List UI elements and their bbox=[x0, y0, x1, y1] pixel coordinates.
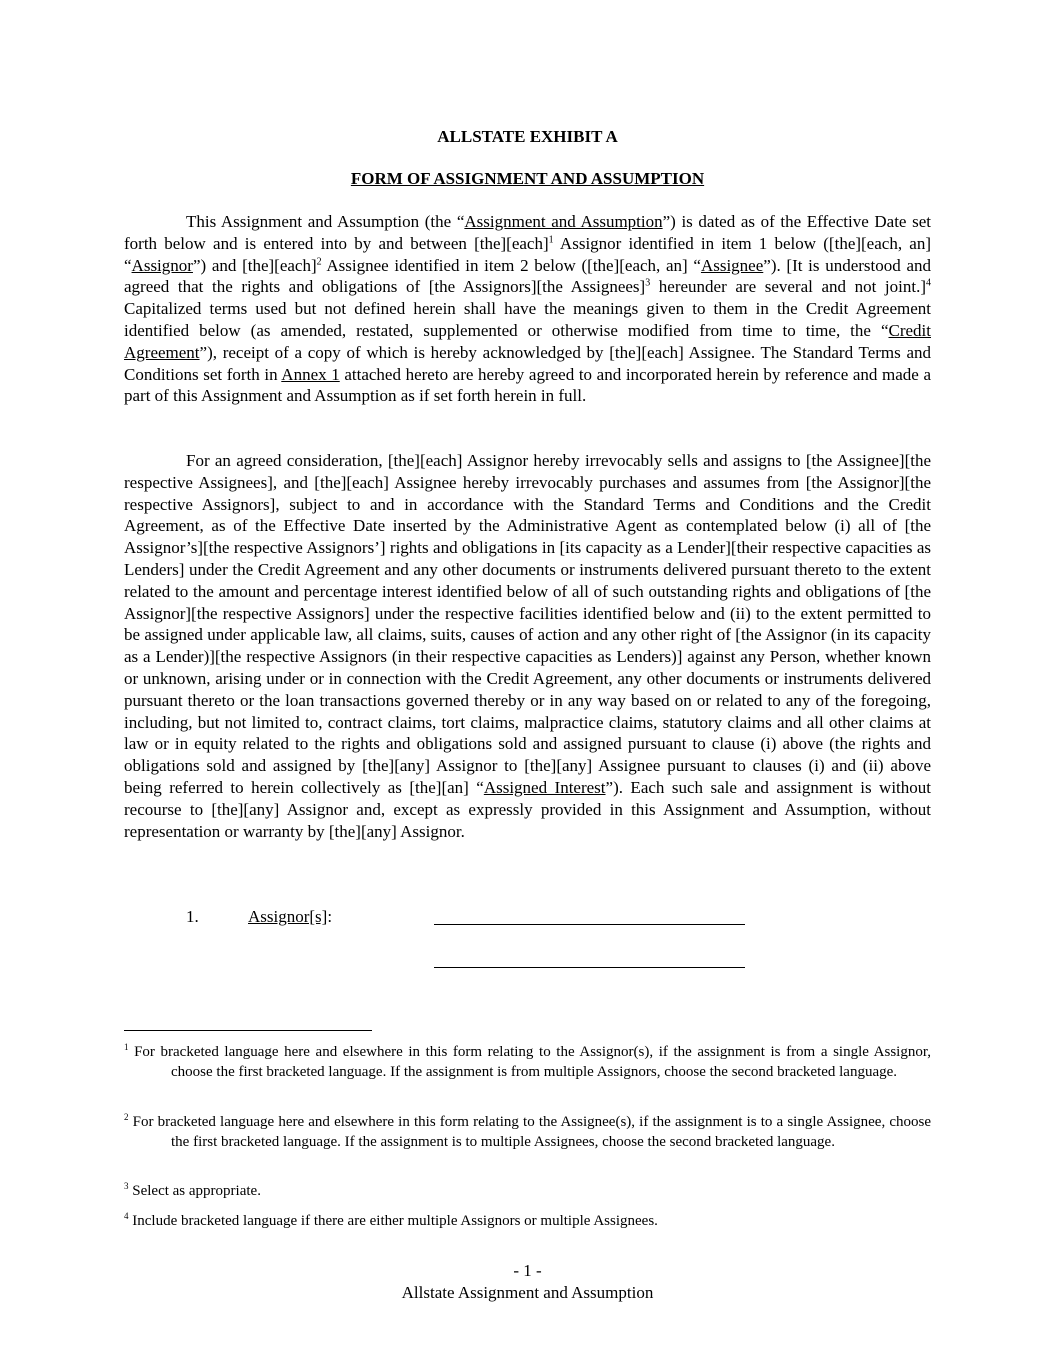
text-run: ”) is dated as of the Effective Date set forth below and is entered into by and between [the][each] bbox=[124, 212, 931, 253]
text-run: ”). Each such sale and assignment is without recourse to [the][any] Assignor and, except as expressly provided in this Assignment and Assumption, without representation or warranty by [the][any] Assignor. bbox=[124, 777, 931, 841]
page-number: - 1 - bbox=[513, 1261, 542, 1280]
text-run: ”). [It is understood and agreed that the rights and obligations of [the Assignors][the Assignees] bbox=[124, 255, 931, 297]
text-run: Assignor identified in item 1 below ([the][each, an] “ bbox=[124, 233, 931, 275]
defined-term: Assignor bbox=[131, 255, 193, 275]
footnote bbox=[124, 1181, 931, 1201]
footnote-separator bbox=[124, 1030, 372, 1031]
footnote-mark: 2 bbox=[124, 1112, 129, 1122]
intro-paragraph bbox=[124, 211, 931, 407]
footnote-text: For bracketed language here and elsewhere in this form relating to the Assignor(s), if the assignment is from a single Assignor, choose the first bracketed language. If the assignment is from multiple Assignors, choose the second bracketed language. bbox=[128, 1044, 931, 1080]
footnote-mark: 3 bbox=[124, 1181, 129, 1191]
defined-term: Credit Agreement bbox=[124, 320, 931, 362]
footnote-ref[interactable]: 3 bbox=[645, 277, 651, 289]
defined-term: Assignee bbox=[700, 255, 764, 275]
footnote-text: For bracketed language here and elsewhere in this form relating to the Assignee(s), if the assignment is to a single Assignee, choose the first bracketed language. If the assignment is to multiple Assignees, choose the second bracketed language. bbox=[128, 1114, 931, 1150]
footnote-mark: 4 bbox=[124, 1211, 129, 1221]
annex-reference: Annex 1 bbox=[281, 364, 340, 384]
text-run: attached hereto are hereby agreed to and incorporated herein by reference and made a part of this Assignment and Assumption as if set forth herein in full. bbox=[124, 364, 931, 406]
footer-title: Allstate Assignment and Assumption bbox=[401, 1283, 654, 1302]
form-title bbox=[0, 169, 1055, 189]
defined-term: Assignment and Assumption bbox=[464, 212, 663, 231]
text-run: This Assignment and Assumption (the “ bbox=[186, 212, 465, 231]
text-run: Assignee identified in item 2 below ([the][each, an] “ bbox=[321, 255, 701, 275]
footnote bbox=[124, 1211, 931, 1231]
footnote-ref[interactable]: 1 bbox=[548, 234, 554, 246]
footnote-text: Include bracketed language if there are either multiple Assignors or multiple Assignees. bbox=[128, 1213, 658, 1229]
text-run: ”) and [the][each] bbox=[192, 255, 317, 275]
text-run: Capitalized terms used but not defined herein shall have the meanings given to them in the Credit Agreement identified below (as amended, restated, supplemented or otherwise modified from time to time, the “ bbox=[124, 299, 931, 340]
item-label bbox=[248, 907, 332, 927]
footnote bbox=[124, 1042, 931, 1082]
form-title-text: FORM OF ASSIGNMENT AND ASSUMPTION bbox=[350, 169, 705, 188]
footnote-text: Select as appropriate. bbox=[128, 1183, 261, 1199]
label-colon: : bbox=[327, 907, 333, 926]
footnote-ref[interactable]: 4 bbox=[926, 277, 931, 289]
text-run: hereunder are several and not joint.] bbox=[650, 277, 926, 297]
defined-term: Assigned Interest bbox=[483, 777, 606, 797]
text-run: For an agreed consideration, [the][each] Assignor hereby irrevocably sells and assigns to [the Assignee][the respective Assignees], and [the][each] Assignee hereby irrevocably purchases and assumes from [the Assignor][the respective Assignors], subject to and in accordance with the Standard Terms and Conditions and the Credit Agreement, as of the Effective Date inserted by the Administrative Agent as contemplated below (i) all of [the Assignor’s][the respective Assignors’] rights and obligations in [its capacity as a Lender][their respective capacities as Lenders] under the Credit Agreement and any other documents or instruments delivered pursuant thereto to the extent related to the amount and percentage interest identified below of all of such outstanding rights and obligations of [the Assignor][the respective Assignors] under the respective facilities identified below and (ii) to the extent permitted to be assigned under applicable law, all claims, suits, causes of action and any other right of [the Assignor (in its capacity as a Lender)][the respective Assignors (in their respective capacities as Lenders)] against any Person, whether known or unknown, arising under or in connection with the Credit Agreement, any other documents or instruments delivered pursuant thereto or the loan transactions governed thereby or in any way based on or related to any of the foregoing, including, but not limited to, contract claims, tort claims, malpractice claims, statutory claims and all other claims at law or in equity related to the rights and obligations sold and assigned pursuant to clause (i) above (the rights and obligations sold and assigned by [the][any] Assignor to [the][any] Assignee pursuant to clauses (i) and (ii) above being referred to herein collectively as [the][an] “ bbox=[124, 451, 931, 797]
assignor-label: Assignor[s] bbox=[248, 907, 328, 926]
footnote bbox=[124, 1112, 931, 1152]
footnote-mark: 1 bbox=[124, 1042, 129, 1052]
assignor-blank-line[interactable] bbox=[434, 924, 745, 925]
item-number: 1. bbox=[186, 907, 199, 926]
exhibit-title: ALLSTATE EXHIBIT A bbox=[437, 127, 618, 146]
consideration-paragraph bbox=[124, 450, 931, 842]
text-run: ”), receipt of a copy of which is hereby acknowledged by [the][each] Assignee. The Standard Terms and Conditions set forth in bbox=[124, 342, 931, 384]
assignor-blank-line[interactable] bbox=[434, 967, 745, 968]
footnote-ref[interactable]: 2 bbox=[316, 255, 322, 267]
